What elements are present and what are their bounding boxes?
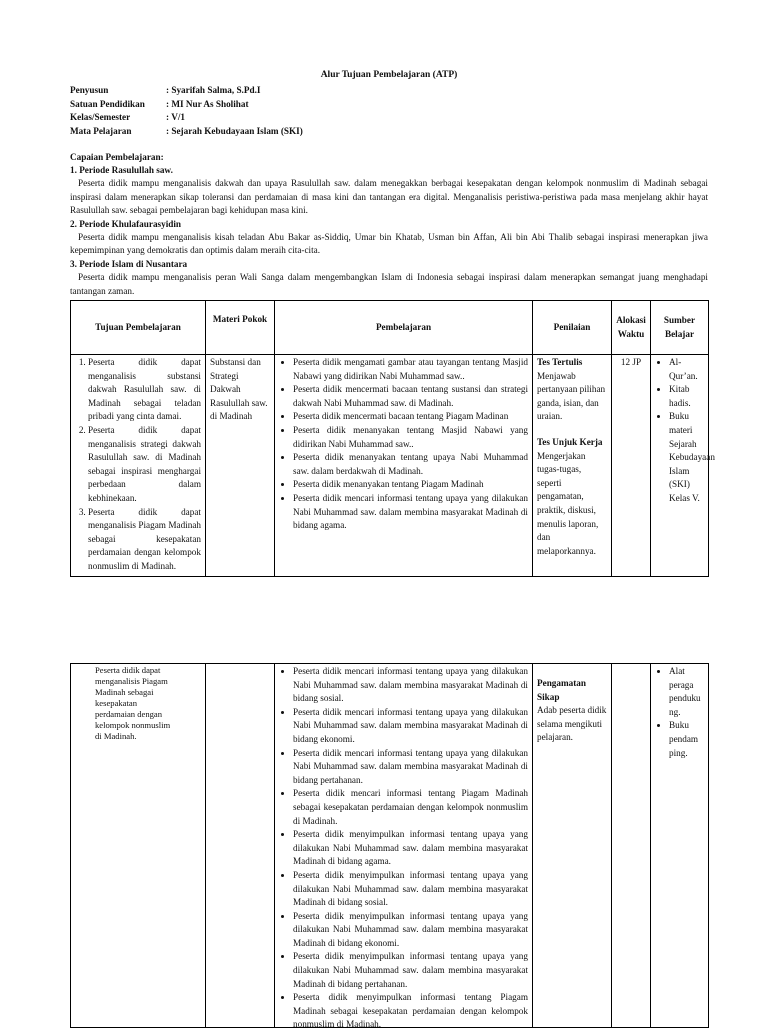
- list-item: 2. Peserta didik dapat menganalisis strategi dakwah Rasulullah saw. di Madinah sebagai inspirasi menghargai perbedaan dalam kebhinekaan.: [88, 424, 201, 506]
- list-item: • Kitab hadis.: [669, 383, 704, 410]
- document-header: [70, 70, 708, 298]
- penilaian-unjuk-text: Mengerjakan tugas-tugas, seperti pengamatan, praktik, diskusi, menulis laporan, dan melaporkannya.: [537, 450, 599, 556]
- list-item: • Alat peraga penduku ng.: [669, 665, 704, 719]
- meta-value: : Syarifah Salma, S.Pd.I: [166, 85, 261, 95]
- list-item: • Peserta didik mencermati bacaan tentang sustansi dan strategi dakwah Nabi Muhammad saw. di Madinah.: [293, 383, 528, 410]
- meta-value: : V/1: [166, 112, 185, 122]
- meta-row-penyusun: [70, 84, 708, 98]
- list-item: • Peserta didik menyimpulkan informasi tentang upaya yang dilakukan Nabi Muhammad saw. dalam membina masyarakat Madinah di bidang agama.: [293, 828, 528, 869]
- list-item: • Peserta didik mencari informasi tentang upaya yang dilakukan Nabi Muhammad saw. dalam membina masyarakat Madinah di bidang sosial.: [293, 665, 528, 706]
- table-header-row: [71, 301, 709, 355]
- sumber-list-continued: [655, 665, 704, 760]
- pembelajaran-list: [279, 356, 528, 533]
- pembelajaran-list-continued: [279, 665, 528, 1032]
- section-title: 1. Periode Rasulullah saw.: [70, 165, 173, 175]
- atp-table: [70, 300, 715, 577]
- sumber-list: [655, 356, 715, 506]
- table-row: [71, 664, 709, 1028]
- list-item: • Peserta didik menanyakan tentang Piagam Madinah: [293, 478, 528, 492]
- meta-value: : MI Nur As Sholihat: [166, 98, 249, 109]
- meta-value: : Sejarah Kebudayaan Islam (SKI): [166, 125, 303, 136]
- section-title: 3. Periode Islam di Nusantara: [70, 258, 188, 269]
- list-item: • Peserta didik menyimpulkan informasi tentang upaya yang dilakukan Nabi Muhammad saw. dalam membina masyarakat Madinah di bidang sosial.: [293, 869, 528, 910]
- header-penilaian: Penilaian: [533, 301, 612, 355]
- meta-row-satuan: [70, 98, 708, 112]
- list-item: 1. Peserta didik dapat menganalisis substansi dakwah Rasulullah saw. di Madinah sebagai teladan pribadi yang cinta damai.: [88, 356, 201, 424]
- penilaian-tertulis-text: Menjawab pertanyaan pilihan ganda, isian, dan uraian.: [537, 370, 606, 422]
- list-item: • Peserta didik mencari informasi tentang upaya yang dilakukan Nabi Muhammad saw. dalam membina masyarakat Madinah di bidang pertahanan.: [293, 747, 528, 788]
- list-item: • Peserta didik mencari informasi tentang upaya yang dilakukan Nabi Muhammad saw. dalam membina masyarakat Madinah di bidang ekonomi.: [293, 706, 528, 747]
- section-text: Peserta didik mampu menganalisis dakwah dan upaya Rasulullah saw. dalam menegakkan berbagai kesepakatan dengan kelompok nonmuslim di Madinah sebagai inspirasi dalam menerapkan sikap toleransi dan perdamaian di masa kini dan tantangan era digital. Menganalisis peristiwa-peristiwa pada masa menjelang akhir hayat Rasulullah saw. sebagai pembelajaran bagi kehidupan masa kini.: [70, 178, 708, 216]
- list-item: 3. Peserta didik dapat menganalisis Piagam Madinah sebagai kesepakatan perdamaian dengan kelompok nonmuslim di Madinah.: [88, 506, 201, 574]
- tujuan-list: [75, 356, 201, 574]
- materi-text: Substansi dan Strategi Dakwah Rasulullah saw. di Madinah: [210, 357, 268, 422]
- list-item: • Peserta didik menyimpulkan informasi tentang upaya yang dilakukan Nabi Muhammad saw. dalam membina masyarakat Madinah di bidang ekonomi.: [293, 910, 528, 951]
- meta-label: Kelas/Semester: [70, 112, 131, 122]
- capaian-title: Capaian Pembelajaran:: [70, 152, 164, 162]
- list-item: • Peserta didik menyimpulkan informasi tentang upaya yang dilakukan Nabi Muhammad saw. dalam membina masyarakat Madinah di bidang pertahanan.: [293, 950, 528, 991]
- meta-label: Penyusun: [70, 85, 109, 95]
- list-item: • Buku materi Sejarah Kebudayaan Islam (SKI) Kelas V.: [669, 410, 704, 505]
- header-tujuan: Tujuan Pembelajaran: [71, 301, 206, 355]
- meta-label: Satuan Pendidikan: [70, 98, 145, 109]
- list-item: • Peserta didik menanyakan tentang upaya Nabi Muhammad saw. dalam berdakwah di Madinah.: [293, 451, 528, 478]
- penilaian-sikap-text: Adab peserta didik selama mengikuti pelajaran.: [537, 705, 607, 743]
- section-title: 2. Periode Khulafaurasyidin: [70, 218, 182, 229]
- penilaian-sikap-title: Pengamatan Sikap: [537, 678, 586, 702]
- atp-table-continued: [70, 663, 709, 1028]
- penilaian-unjuk-title: Tes Unjuk Kerja: [537, 436, 603, 447]
- header-pembelajaran: Pembelajaran: [275, 301, 533, 355]
- meta-row-kelas: [70, 111, 708, 125]
- document-title: Alur Tujuan Pembelajaran (ATP): [320, 70, 458, 80]
- meta-label: Mata Pelajaran: [70, 125, 132, 136]
- list-item: • Buku pendam ping.: [669, 719, 704, 760]
- list-item: • Peserta didik mencermati bacaan tentang Piagam Madinan: [293, 410, 528, 424]
- header-alokasi: Alokasi Waktu: [612, 301, 651, 355]
- tujuan-continued: Peserta didik dapat menganalisis Piagam Madinah sebagai kesepakatan perdamaian dengan kelompok nonmuslim di Madinah.: [95, 665, 171, 741]
- header-materi: Materi Pokok: [206, 301, 275, 355]
- list-item: • Peserta didik menanyakan tentang Masjid Nabawi yang didirikan Nabi Muhammad saw..: [293, 424, 528, 451]
- table-row: [71, 355, 709, 577]
- alokasi-text: 12 JP: [620, 357, 642, 367]
- list-item: • Peserta didik mencari informasi tentang Piagam Madinah sebagai kesepakatan perdamaian dengan kelompok nonmuslim di Madinah.: [293, 787, 528, 828]
- meta-row-mapel: [70, 125, 708, 139]
- list-item: • Peserta didik mencari informasi tentang upaya yang dilakukan Nabi Muhammad saw. dalam membina masyarakat Madinah di bidang agama.: [293, 492, 528, 533]
- list-item: • Al-Qur’an.: [669, 356, 704, 383]
- header-sumber: Sumber Belajar: [651, 301, 709, 355]
- list-item: • Peserta didik menyimpulkan informasi tentang Piagam Madinah sebagai kesepakatan perdamaian dengan kelompok nonmuslim di Madinah.: [293, 991, 528, 1032]
- list-item: • Peserta didik mengamati gambar atau tayangan tentang Masjid Nabawi yang didirikan Nabi Muhammad saw..: [293, 356, 528, 383]
- section-text: Peserta didik mampu menganalisis peran Wali Sanga dalam mengembangkan Islam di Indonesia sebagai inspirasi dalam menerapkan semangat juang menghadapi tantangan zaman.: [70, 271, 708, 296]
- atp-table-part-2: [70, 663, 709, 1028]
- atp-table-part-1: [70, 300, 715, 577]
- penilaian-tertulis-title: Tes Tertulis: [537, 357, 583, 367]
- section-text: Peserta didik mampu menganalisis kisah teladan Abu Bakar as-Siddiq, Umar bin Khatab, Usman bin Affan, Ali bin Abi Thalib sebagai inspirasi menerapkan jiwa kepemimpinan yang demokratis dan optimis dalam meraih cita-cita.: [70, 231, 708, 256]
